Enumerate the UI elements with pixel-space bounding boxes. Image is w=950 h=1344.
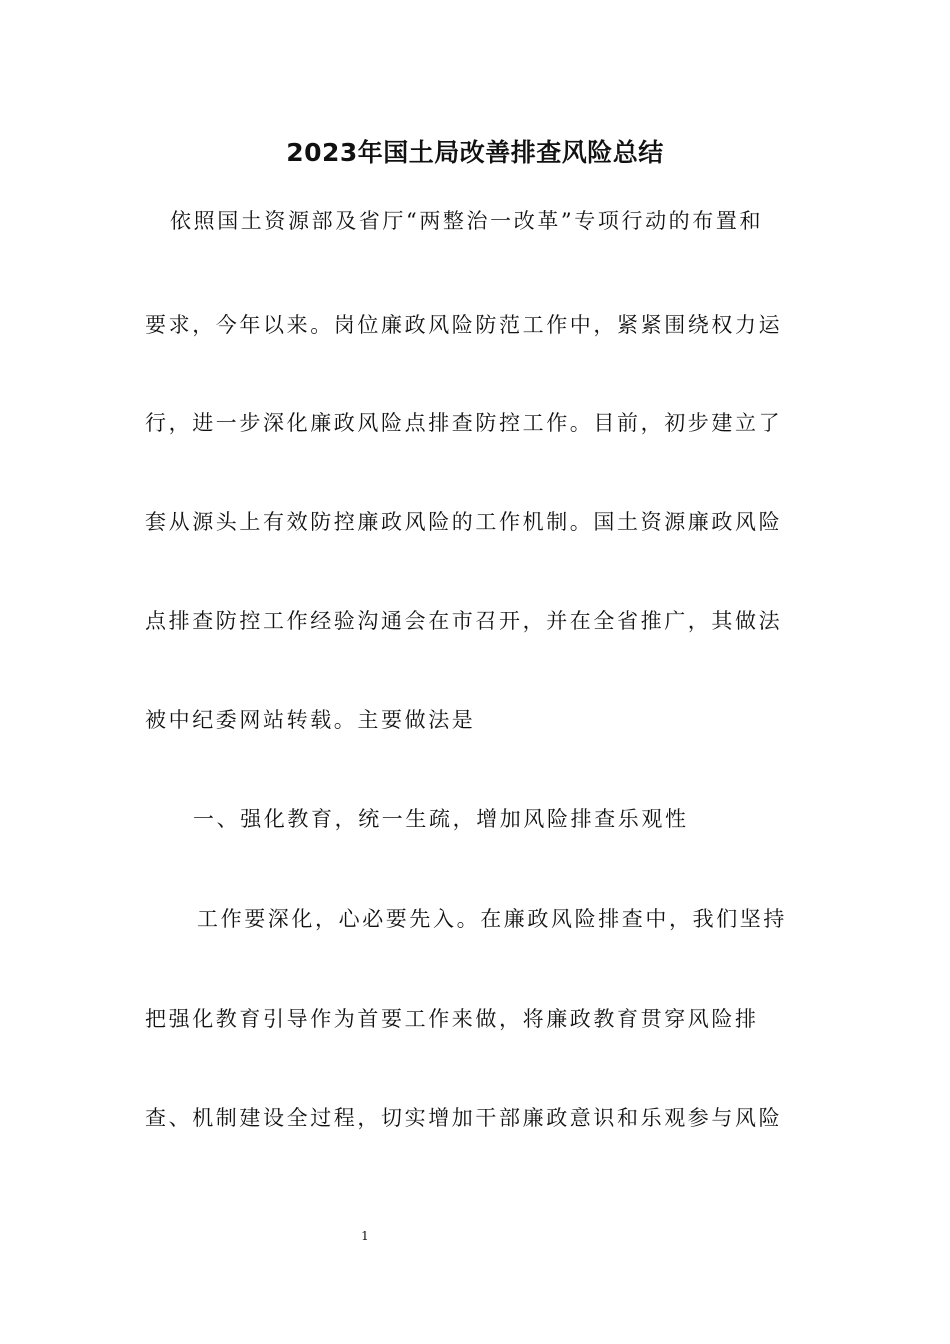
paragraph-line: 点排查防控工作经验沟通会在市召开，并在全省推广，其做法 <box>145 609 783 633</box>
paragraph-line: 工作要深化，心必要先入。在廉政风险排查中，我们坚持 <box>197 907 787 931</box>
page-number: 1 <box>361 1229 369 1243</box>
document-title: 2023年国土局改善排查风险总结 <box>286 138 664 167</box>
paragraph-line: 被中纪委网站转载。主要做法是 <box>145 708 476 732</box>
paragraph-line: 依照国土资源部及省厅“两整治一改革”专项行动的布置和 <box>170 209 764 233</box>
paragraph-line: 行，进一步深化廉政风险点排查防控工作。目前，初步建立了 <box>145 411 783 435</box>
paragraph-line: 套从源头上有效防控廉政风险的工作机制。国土资源廉政风险 <box>145 510 783 534</box>
paragraph-line: 把强化教育引导作为首要工作来做，将廉政教育贯穿风险排 <box>145 1007 759 1031</box>
paragraph-line: 要求，今年以来。岗位廉政风险防范工作中，紧紧围绕权力运 <box>145 313 783 337</box>
section-heading: 一、强化教育，统一生疏，增加风险排查乐观性 <box>193 807 689 831</box>
paragraph-line: 查、机制建设全过程，切实增加干部廉政意识和乐观参与风险 <box>145 1106 783 1130</box>
